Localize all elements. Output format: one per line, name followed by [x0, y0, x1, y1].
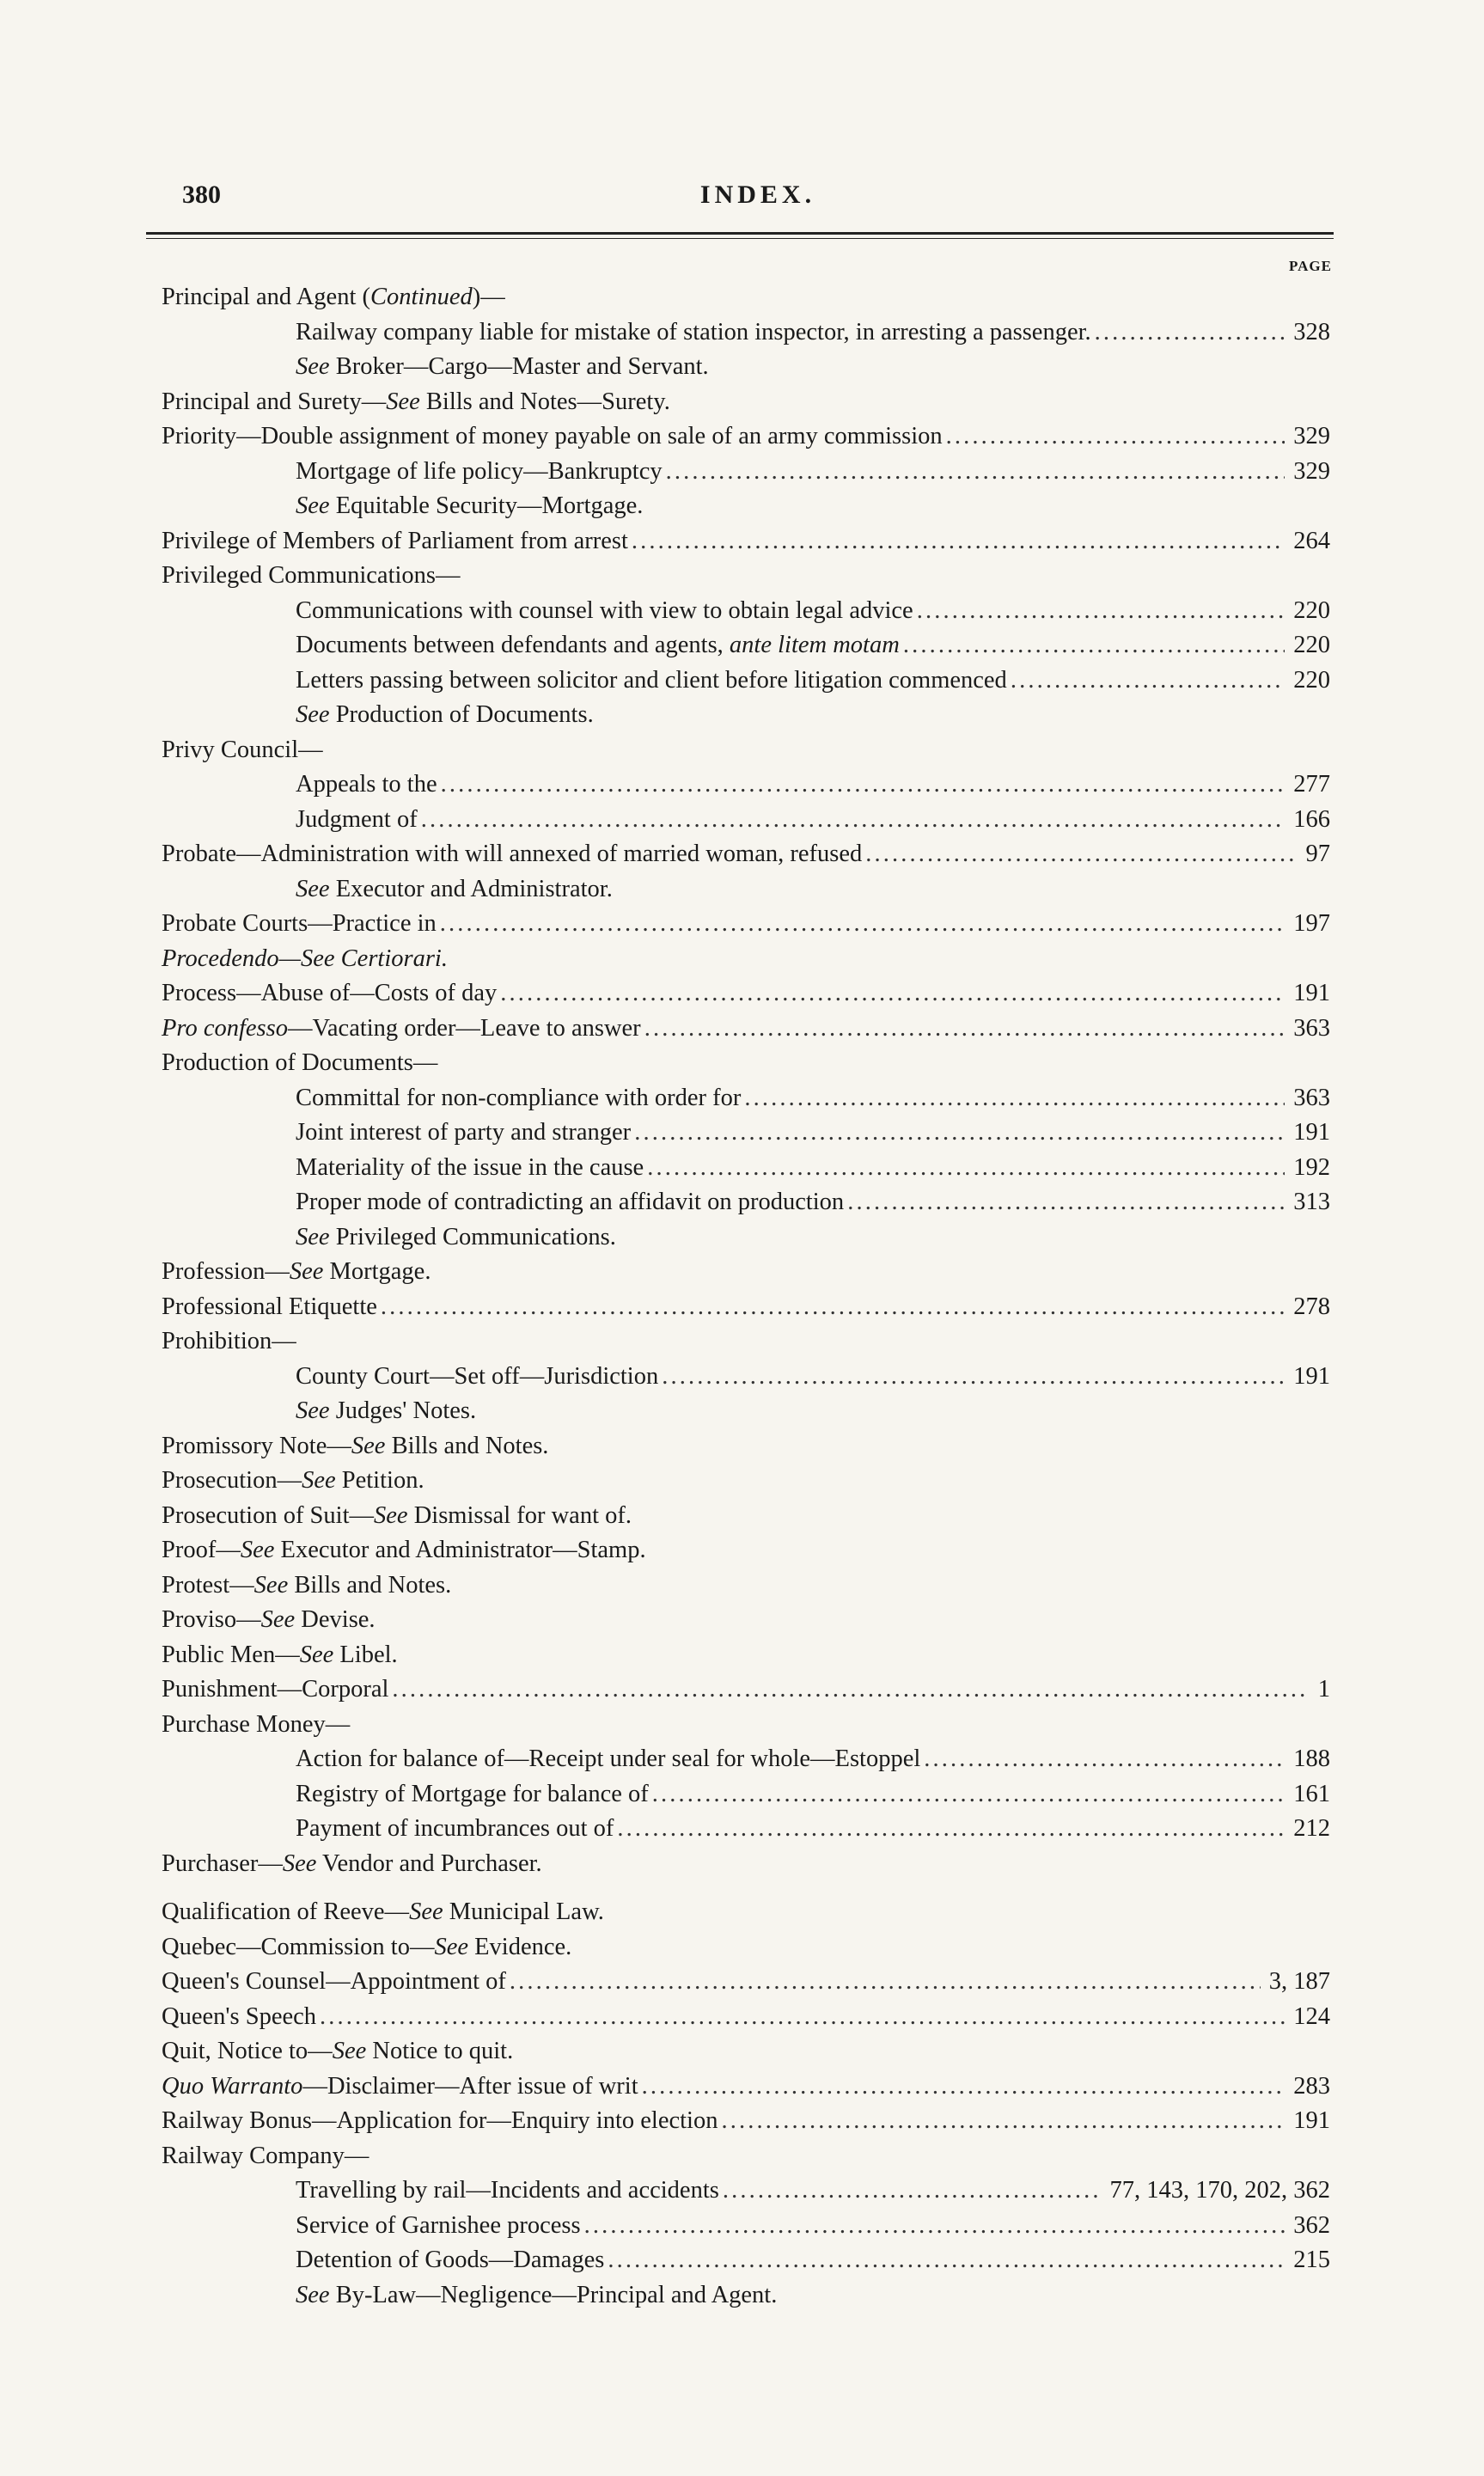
dot-leader: [924, 1742, 1285, 1777]
index-entry: [162, 524, 1330, 559]
entry-page-number: 328: [1293, 318, 1330, 345]
entry-segment: See: [386, 388, 420, 415]
entry-segment: Municipal Law.: [443, 1898, 604, 1925]
dot-leader: [744, 1081, 1285, 1116]
entry-text: [162, 1464, 424, 1499]
entry-page-number: 161: [1293, 1780, 1330, 1807]
index-entry: [162, 1965, 1330, 2000]
entry-page-number: 191: [1293, 1119, 1330, 1146]
entry-segment: See: [332, 2038, 367, 2064]
entry-text: [296, 2209, 581, 2244]
entry-segment: Purchase Money—: [162, 1710, 351, 1738]
entry-segment: Professional Etiquette: [162, 1293, 377, 1320]
entry-segment: See: [296, 353, 330, 380]
dot-leader: [903, 628, 1285, 663]
entry-segment: Principal and Surety—: [162, 388, 387, 415]
entry-segment: Devise.: [295, 1606, 376, 1633]
page-header: [182, 180, 1334, 215]
entry-segment: Judgment of: [296, 805, 418, 833]
index-entry: [162, 803, 1330, 838]
entry-page-number: 329: [1293, 423, 1330, 449]
entry-segment: Bills and Notes.: [288, 1571, 452, 1599]
entry-segment: Prohibition—: [162, 1328, 296, 1354]
entry-page-number: 212: [1293, 1815, 1330, 1842]
entry-segment: See: [351, 1432, 386, 1459]
entry-text: [162, 1603, 376, 1638]
entry-page-number: 283: [1293, 2072, 1330, 2100]
dot-leader: [644, 1012, 1286, 1047]
entry-text: [162, 1324, 296, 1360]
entry-text: [296, 350, 709, 385]
entry-text: [162, 559, 461, 594]
index-entry: [162, 385, 1330, 420]
entry-text: [162, 1499, 632, 1534]
entry-segment: Promissory Note—: [162, 1432, 351, 1459]
entry-text: [296, 1220, 616, 1256]
entry-text: [162, 1255, 431, 1290]
dot-leader: [441, 767, 1286, 803]
index-entry: [162, 1324, 1330, 1360]
dot-leader: [421, 803, 1286, 838]
entry-text: [162, 1638, 398, 1673]
entry-segment: See: [282, 1849, 317, 1877]
entry-segment: Executor and Administrator—Stamp.: [274, 1537, 646, 1563]
entry-segment: Proper mode of contradicting an affidavit on production: [296, 1189, 845, 1215]
index-entry: [162, 1255, 1330, 1290]
entry-segment: Profession—: [162, 1258, 290, 1285]
index-entry: [162, 1290, 1330, 1325]
entry-segment: See: [240, 1537, 275, 1563]
index-entry: [162, 1151, 1330, 1186]
index-entry: [162, 1185, 1330, 1220]
entry-segment: Public Men—: [162, 1641, 300, 1668]
entry-segment: Queen's Counsel—Appointment of: [162, 1968, 506, 1995]
entry-page-number: 191: [1293, 1362, 1330, 1390]
index-entry: [162, 1672, 1330, 1708]
entry-page-number: 166: [1293, 805, 1330, 833]
entry-text: [162, 1429, 548, 1464]
entry-text: [296, 1081, 741, 1116]
entry-segment: Privileged Communications.: [329, 1223, 616, 1250]
entry-text: [162, 1895, 604, 1930]
index-entry: [162, 767, 1330, 803]
entry-segment: Executor and Administrator.: [329, 875, 613, 902]
entry-segment: Quebec—Commission to—: [162, 1933, 435, 1960]
index-entry: [162, 1638, 1330, 1673]
entry-page-number: 124: [1293, 2002, 1330, 2030]
entry-segment: Evidence.: [468, 1933, 572, 1960]
entry-text: [162, 419, 943, 455]
entry-text: [296, 2173, 719, 2209]
entry-segment: Petition.: [335, 1467, 424, 1494]
index-entry: [162, 907, 1330, 942]
entry-segment: Production of Documents.: [329, 701, 594, 728]
dot-leader: [652, 1777, 1286, 1813]
entry-text: [162, 837, 862, 872]
entry-text: [296, 1394, 476, 1429]
index-entry: [162, 1116, 1330, 1151]
entry-page-number: 1: [1317, 1676, 1330, 1703]
entry-page-number: 220: [1293, 632, 1330, 658]
entry-text: [296, 1116, 631, 1151]
index-entry: [162, 419, 1330, 455]
entry-segment: Prosecution of Suit—: [162, 1501, 374, 1529]
entry-segment: Privileged Communications—: [162, 562, 461, 589]
entry-text: [162, 2069, 638, 2105]
entry-segment: Continued: [370, 284, 473, 310]
index-entry: [162, 1220, 1330, 1256]
index-entry: [162, 628, 1330, 663]
header-rule-thick: [146, 232, 1334, 235]
entry-segment: Broker—Cargo—Master and Servant.: [329, 353, 709, 380]
dot-leader: [666, 455, 1286, 490]
entry-page-number: 277: [1293, 771, 1330, 798]
page-number: 380: [182, 180, 221, 209]
index-entry: [162, 2034, 1330, 2069]
entry-segment: Mortgage.: [323, 1258, 431, 1285]
dot-leader: [634, 1116, 1285, 1151]
entry-page-number: 188: [1293, 1745, 1330, 1772]
entry-page-number: 220: [1293, 596, 1330, 624]
entry-segment: See: [260, 1606, 296, 1633]
index-entry: [162, 594, 1330, 629]
index-entry: [162, 1777, 1330, 1813]
entry-segment: Queen's Speech: [162, 2002, 317, 2030]
entry-segment: Process—Abuse of—Costs of day: [162, 980, 498, 1006]
entry-text: [162, 1965, 506, 2000]
entry-text: [162, 1568, 451, 1604]
index-entry: [162, 663, 1330, 699]
entry-segment: Joint interest of party and stranger: [296, 1119, 632, 1146]
entry-text: [296, 767, 437, 803]
entry-page-number: 191: [1293, 2107, 1330, 2134]
entry-page-number: 362: [1293, 2211, 1330, 2239]
index-entry: [162, 1812, 1330, 1847]
entry-text: [296, 698, 594, 733]
entry-text: [162, 942, 448, 977]
entry-segment: Bills and Notes—Surety.: [419, 388, 670, 415]
entry-text: [162, 1672, 388, 1708]
index-entry: [162, 872, 1330, 908]
entry-text: [162, 524, 628, 559]
entry-segment: Quo Warranto: [162, 2072, 303, 2100]
dot-leader: [392, 1672, 1309, 1708]
entry-segment: Registry of Mortgage for balance of: [296, 1780, 649, 1807]
entry-text: [296, 2243, 604, 2278]
dot-leader: [847, 1185, 1285, 1220]
index-entry: [162, 837, 1330, 872]
entry-text: [296, 489, 643, 524]
entry-text: [296, 1777, 649, 1813]
index-entry: [162, 2173, 1330, 2209]
entry-text: [162, 2034, 513, 2069]
entry-text: [162, 733, 323, 768]
entry-segment: County Court—Set off—Jurisdiction: [296, 1362, 659, 1390]
entry-text: [162, 2104, 718, 2139]
entry-segment: Punishment—Corporal: [162, 1676, 389, 1703]
dot-leader: [917, 594, 1286, 629]
entry-segment: Vendor and Purchaser.: [316, 1849, 542, 1877]
entry-segment: Proof—: [162, 1537, 241, 1563]
entry-segment: See: [253, 1571, 289, 1599]
entry-text: [162, 1847, 542, 1882]
index-entry: [162, 1895, 1330, 1930]
dot-leader: [608, 2243, 1285, 2278]
index-entry: [162, 2069, 1330, 2105]
index-entry: [162, 455, 1330, 490]
entry-segment: By-Law—Negligence—Principal and Agent.: [329, 2281, 778, 2308]
page-title: INDEX.: [699, 180, 816, 209]
index-entry: [162, 942, 1330, 977]
entry-segment: See: [296, 1223, 330, 1250]
index-entry: [162, 1603, 1330, 1638]
entry-page-number: 97: [1305, 841, 1330, 867]
dot-leader: [865, 837, 1297, 872]
index-entry: [162, 1847, 1330, 1882]
index-entry: [162, 315, 1330, 351]
index-entry: [162, 559, 1330, 594]
dot-leader: [946, 419, 1286, 455]
entry-segment: See: [296, 701, 330, 728]
entry-segment: See: [296, 492, 330, 519]
entry-segment: Committal for non-compliance with order for: [296, 1084, 742, 1111]
index-entry: [162, 280, 1330, 315]
index-entry: [162, 1081, 1330, 1116]
entry-segment: —Disclaimer—After issue of writ: [302, 2072, 638, 2100]
entry-text: [162, 1708, 350, 1743]
index-entry: [162, 1533, 1330, 1568]
entry-segment: Detention of Goods—Damages: [296, 2247, 605, 2273]
entry-text: [162, 2139, 369, 2174]
entry-segment: Priority—Double assignment of money payable on sale of an army commission: [162, 423, 943, 449]
index-entry: [162, 1568, 1330, 1604]
dot-leader: [1011, 663, 1285, 699]
entry-segment: Principal and Agent (: [162, 284, 370, 310]
entry-segment: Bills and Notes.: [385, 1432, 549, 1459]
index-entry: [162, 1360, 1330, 1395]
dot-leader: [617, 1812, 1285, 1847]
entry-text: [296, 2278, 777, 2314]
entry-text: [296, 1812, 614, 1847]
index-entry: [162, 1464, 1330, 1499]
entry-segment: Equitable Security—Mortgage.: [329, 492, 644, 519]
entry-segment: Probate—Administration with will annexed of married woman, refused: [162, 841, 863, 867]
entry-text: [296, 663, 1007, 699]
entry-segment: See: [296, 875, 330, 902]
entry-text: [296, 1151, 644, 1186]
entry-text: [296, 1185, 844, 1220]
dot-leader: [381, 1290, 1285, 1325]
index-entry: [162, 2278, 1330, 2314]
entry-text: [162, 1290, 377, 1325]
entry-segment: Documents between defendants and agents,: [296, 632, 730, 658]
entry-segment: —Vacating order—Leave to answer: [287, 1014, 641, 1042]
entry-segment: See: [374, 1501, 408, 1529]
index-entry: [162, 2000, 1330, 2035]
index-entry: [162, 350, 1330, 385]
entry-segment: Privy Council—: [162, 736, 323, 763]
index-entry: [162, 976, 1330, 1012]
dot-leader: [500, 976, 1285, 1012]
entry-segment: Probate Courts—Practice in: [162, 910, 437, 937]
entry-segment: Railway Bonus—Application for—Enquiry into election: [162, 2107, 718, 2134]
entry-page-number: 191: [1293, 980, 1330, 1006]
entry-text: [296, 803, 418, 838]
dot-leader: [632, 524, 1285, 559]
entry-page-number: 197: [1293, 910, 1330, 937]
entry-segment: See: [409, 1898, 443, 1925]
index-entry: [162, 698, 1330, 733]
page-column-label: PAGE: [1289, 258, 1332, 274]
entry-text: [296, 1360, 658, 1395]
entry-page-number: 329: [1293, 457, 1330, 485]
entry-text: [162, 1930, 571, 1966]
index-entry: [162, 1930, 1330, 1966]
entry-page-number: 264: [1293, 527, 1330, 554]
entry-segment: Communications with counsel with view to obtain legal advice: [296, 596, 913, 624]
dot-leader: [584, 2209, 1286, 2244]
dot-leader: [440, 907, 1285, 942]
dot-leader: [662, 1360, 1285, 1395]
header-rule-thin: [146, 238, 1334, 239]
entry-segment: Action for balance of—Receipt under seal for whole—Estoppel: [296, 1745, 921, 1772]
entry-text: [296, 594, 913, 629]
index-entry: [162, 2209, 1330, 2244]
index-entry: [162, 1046, 1330, 1081]
entry-segment: See: [299, 1641, 334, 1668]
index-entry: [162, 2104, 1330, 2139]
entry-segment: Protest—: [162, 1571, 254, 1599]
dot-leader: [642, 2069, 1286, 2105]
entry-segment: Railway company liable for mistake of station inspector, in arresting a passenger.: [296, 318, 1091, 345]
dot-leader: [510, 1965, 1261, 2000]
index-entry: [162, 1742, 1330, 1777]
dot-leader: [721, 2104, 1285, 2139]
index-entry: [162, 1012, 1330, 1047]
dot-leader: [320, 2000, 1285, 2035]
entry-text: [162, 2000, 316, 2035]
entry-segment: See: [296, 1397, 330, 1424]
entry-text: [162, 907, 437, 942]
index-entry: [162, 1394, 1330, 1429]
entry-page-number: 278: [1293, 1293, 1330, 1320]
entry-segment: Libel.: [333, 1641, 398, 1668]
entry-page-number: 77, 143, 170, 202, 362: [1109, 2177, 1330, 2204]
entry-segment: Letters passing between solicitor and client before litigation commenced: [296, 666, 1007, 694]
entry-page-number: 363: [1293, 1084, 1330, 1111]
entry-text: [162, 1046, 437, 1081]
entry-segment: Mortgage of life policy—Bankruptcy: [296, 457, 663, 485]
entry-page-number: 215: [1293, 2247, 1330, 2273]
entry-segment: Materiality of the issue in the cause: [296, 1153, 644, 1181]
entry-segment: Travelling by rail—Incidents and accidents: [296, 2177, 719, 2204]
index-entry: [162, 1429, 1330, 1464]
entry-segment: See: [296, 2281, 330, 2308]
index-entry: [162, 733, 1330, 768]
entry-segment: Pro confesso: [162, 1014, 288, 1042]
dot-leader: [723, 2173, 1102, 2209]
entry-page-number: 313: [1293, 1189, 1330, 1215]
dot-leader: [1095, 315, 1286, 351]
entry-segment: Dismissal for want of.: [407, 1501, 632, 1529]
index-entry: [162, 489, 1330, 524]
entry-segment: Procedendo—See Certiorari.: [162, 945, 448, 972]
index-entry: [162, 1708, 1330, 1743]
entry-text: [296, 1742, 920, 1777]
entry-text: [162, 1012, 641, 1047]
entry-text: [296, 628, 900, 663]
entry-text: [162, 280, 505, 315]
entry-page-number: 220: [1293, 666, 1330, 694]
entry-segment: ante litem motam: [729, 632, 900, 658]
entry-segment: See: [434, 1933, 469, 1960]
entry-text: [296, 455, 663, 490]
entry-segment: Privilege of Members of Parliament from arrest: [162, 527, 628, 554]
entry-text: [162, 385, 670, 420]
index-entries: [162, 280, 1330, 2313]
entry-segment: See: [302, 1467, 336, 1494]
index-entry: [162, 2243, 1330, 2278]
entry-segment: )—: [472, 284, 505, 310]
entry-segment: Payment of incumbrances out of: [296, 1815, 614, 1842]
entry-segment: Quit, Notice to—: [162, 2038, 333, 2064]
entry-text: [296, 315, 1091, 351]
entry-page-number: 363: [1293, 1014, 1330, 1042]
entry-page-number: 3, 187: [1268, 1968, 1330, 1995]
entry-segment: Production of Documents—: [162, 1049, 438, 1076]
dot-leader: [647, 1151, 1285, 1186]
entry-segment: Appeals to the: [296, 771, 437, 798]
index-entry: [162, 1499, 1330, 1534]
index-entry: [162, 2139, 1330, 2174]
entry-segment: Railway Company—: [162, 2142, 369, 2169]
entry-segment: Purchaser—: [162, 1849, 283, 1877]
entry-page-number: 192: [1293, 1153, 1330, 1181]
entry-segment: Service of Garnishee process: [296, 2211, 581, 2239]
entry-segment: Notice to quit.: [366, 2038, 514, 2064]
entry-segment: Proviso—: [162, 1606, 261, 1633]
entry-segment: Prosecution—: [162, 1467, 302, 1494]
entry-segment: Judges' Notes.: [329, 1397, 477, 1424]
entry-text: [296, 872, 613, 908]
entry-segment: Qualification of Reeve—: [162, 1898, 410, 1925]
entry-text: [162, 976, 497, 1012]
entry-text: [162, 1533, 646, 1568]
entry-segment: See: [289, 1258, 324, 1285]
